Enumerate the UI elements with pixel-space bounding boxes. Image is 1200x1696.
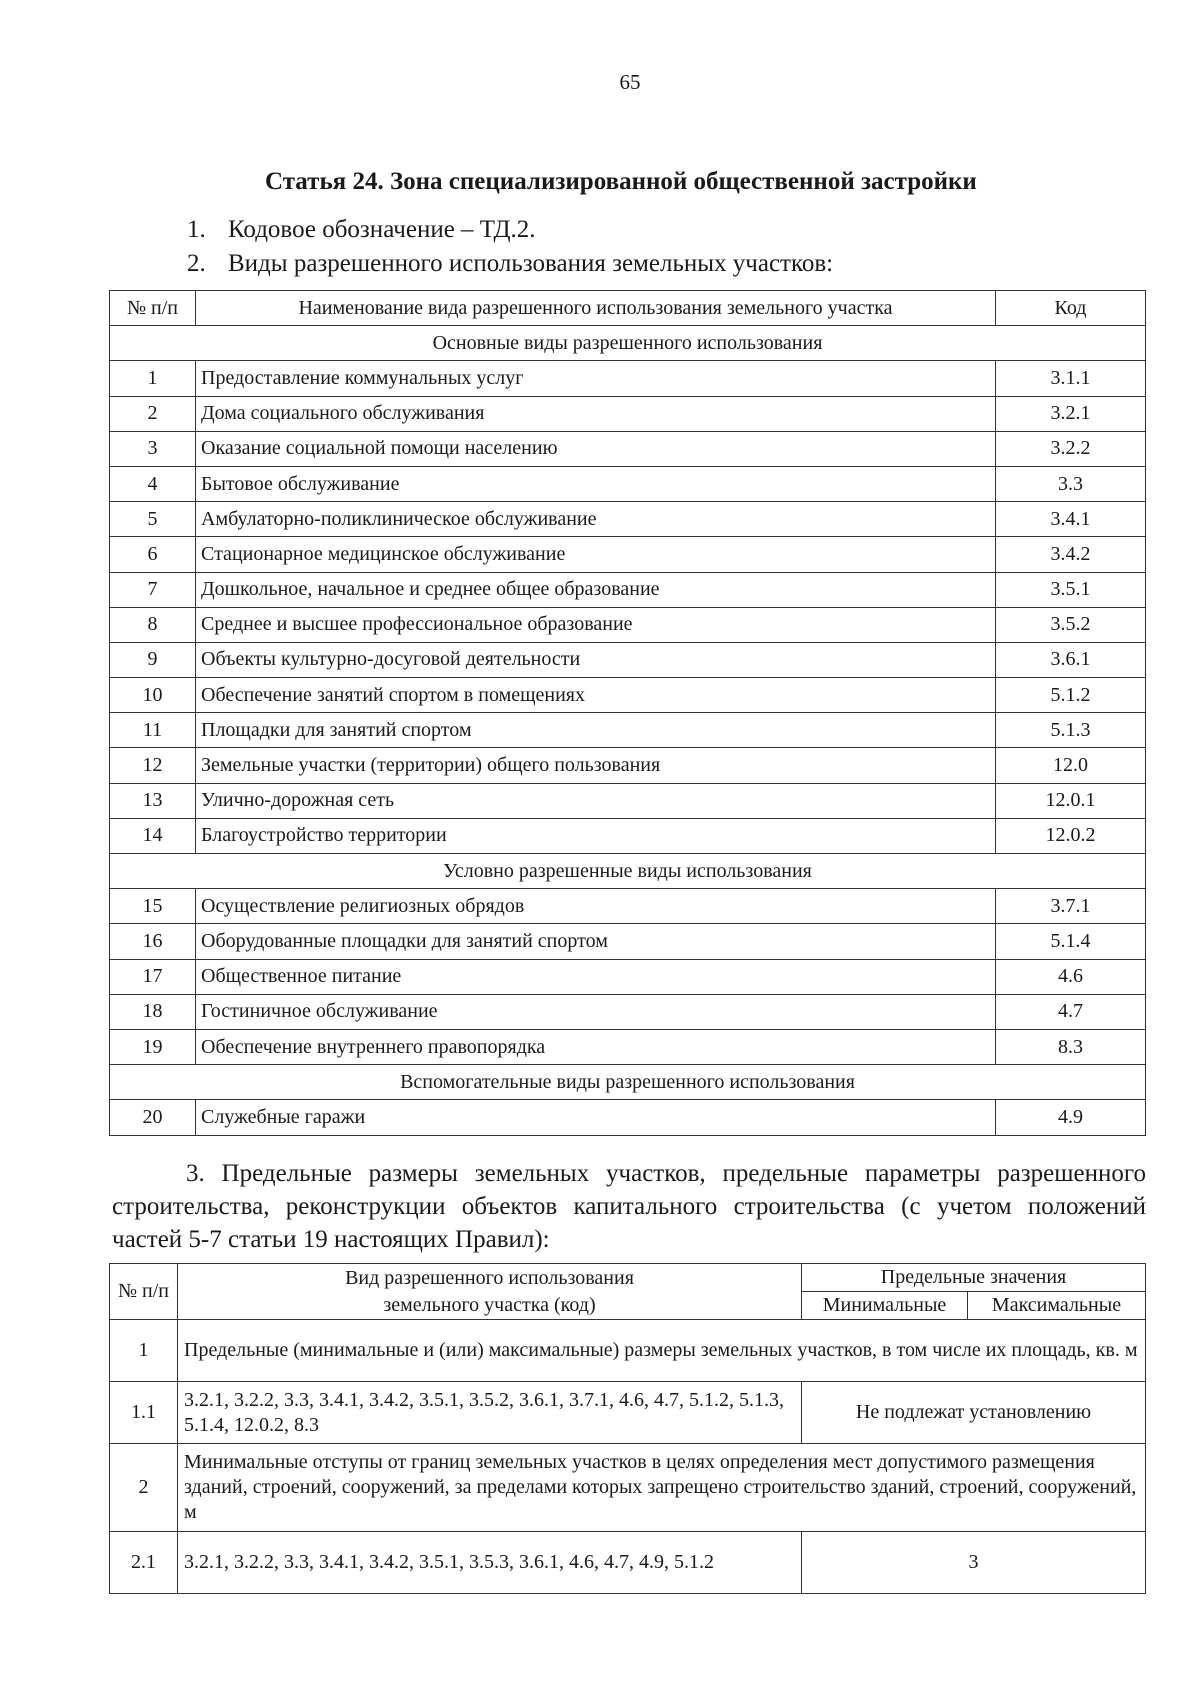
section-row: [110, 326, 1146, 361]
row-name: Обеспечение внутреннего правопорядка: [196, 1029, 996, 1064]
row-num: 2: [110, 1444, 178, 1532]
table-row: [110, 431, 1146, 466]
table-header-row: [110, 1264, 1146, 1292]
row-num: 15: [110, 889, 196, 924]
row-code: 12.0: [996, 748, 1146, 783]
row-num: 1.1: [110, 1382, 178, 1444]
row-num: 7: [110, 572, 196, 607]
row-code: 12.0.1: [996, 783, 1146, 818]
row-code: 4.9: [996, 1100, 1146, 1135]
row-num: 1: [110, 1320, 178, 1382]
row-num: 10: [110, 678, 196, 713]
table-row: [110, 572, 1146, 607]
list-item-text: Кодовое обозначение – ТД.2.: [228, 216, 536, 243]
table-row: [110, 1444, 1146, 1532]
row-num: 14: [110, 818, 196, 853]
row-num: 8: [110, 607, 196, 642]
row-code: 3.1.1: [996, 361, 1146, 396]
header-min: Минимальные: [802, 1292, 968, 1320]
row-num: 19: [110, 1029, 196, 1064]
limits-table: [109, 1263, 1146, 1594]
table-row: [110, 1320, 1146, 1382]
row-code: 3.4.2: [996, 537, 1146, 572]
row-name: Служебные гаражи: [196, 1100, 996, 1135]
row-code: 3.6.1: [996, 642, 1146, 677]
table-row: [110, 678, 1146, 713]
table-row: [110, 502, 1146, 537]
row-name: Дома социального обслуживания: [196, 396, 996, 431]
row-num: 17: [110, 959, 196, 994]
row-value: 3: [802, 1532, 1146, 1594]
row-num: 1: [110, 361, 196, 396]
row-num: 6: [110, 537, 196, 572]
row-code: 5.1.2: [996, 678, 1146, 713]
table-row: [110, 818, 1146, 853]
row-codes: 3.2.1, 3.2.2, 3.3, 3.4.1, 3.4.2, 3.5.1, 3.5.2, 3.6.1, 3.7.1, 4.6, 4.7, 5.1.2, 5.1.3, 5.1.4, 12.0.2, 8.3: [178, 1382, 802, 1444]
row-code: 3.5.2: [996, 607, 1146, 642]
list-item-number: 1.: [187, 216, 206, 243]
page-number: 65: [619, 70, 641, 94]
row-name: Оказание социальной помощи населению: [196, 431, 996, 466]
row-name: Обеспечение занятий спортом в помещениях: [196, 678, 996, 713]
header-num: № п/п: [110, 1264, 178, 1320]
row-name: Общественное питание: [196, 959, 996, 994]
table-row: [110, 1532, 1146, 1594]
row-code: 8.3: [996, 1029, 1146, 1064]
row-num: 13: [110, 783, 196, 818]
row-name: Амбулаторно-поликлиническое обслуживание: [196, 502, 996, 537]
row-name: Бытовое обслуживание: [196, 466, 996, 501]
row-name: Улично-дорожная сеть: [196, 783, 996, 818]
section-title: Вспомогательные виды разрешенного использования: [110, 1065, 1146, 1100]
row-name: Осуществление религиозных обрядов: [196, 889, 996, 924]
permitted-uses-table: [109, 290, 1146, 1136]
list-item-number: 2.: [187, 250, 206, 277]
row-text: Предельные (минимальные и (или) максимальные) размеры земельных участков, в том числе их площадь, кв. м: [178, 1320, 1146, 1382]
row-name: Среднее и высшее профессиональное образование: [196, 607, 996, 642]
row-num: 9: [110, 642, 196, 677]
table-row: [110, 361, 1146, 396]
row-code: 12.0.2: [996, 818, 1146, 853]
table-row: [110, 994, 1146, 1029]
table-row: [110, 1029, 1146, 1064]
row-num: 16: [110, 924, 196, 959]
row-name: Площадки для занятий спортом: [196, 713, 996, 748]
row-name: Гостиничное обслуживание: [196, 994, 996, 1029]
table-row: [110, 607, 1146, 642]
row-name: Объекты культурно-досуговой деятельности: [196, 642, 996, 677]
section-title: Условно разрешенные виды использования: [110, 854, 1146, 889]
header-name: Наименование вида разрешенного использования земельного участка: [196, 291, 996, 326]
row-num: 2.1: [110, 1532, 178, 1594]
table-row: [110, 924, 1146, 959]
row-num: 2: [110, 396, 196, 431]
table-row: [110, 959, 1146, 994]
row-text: Минимальные отступы от границ земельных участков в целях определения мест допустимого размещения зданий, строений, сооружений, за пределами которых запрещено строительство зданий, строений, сооружений, м: [178, 1444, 1146, 1532]
row-code: 3.7.1: [996, 889, 1146, 924]
table-row: [110, 466, 1146, 501]
row-name: Стационарное медицинское обслуживание: [196, 537, 996, 572]
row-codes: 3.2.1, 3.2.2, 3.3, 3.4.1, 3.4.2, 3.5.1, 3.5.3, 3.6.1, 4.6, 4.7, 4.9, 5.1.2: [178, 1532, 802, 1594]
paragraph-3: [112, 1157, 1146, 1256]
table-row: [110, 396, 1146, 431]
row-value: Не подлежат установлению: [802, 1382, 1146, 1444]
table-header-row: [110, 291, 1146, 326]
row-code: 5.1.4: [996, 924, 1146, 959]
header-limits: Предельные значения: [802, 1264, 1146, 1292]
row-name: Дошкольное, начальное и среднее общее образование: [196, 572, 996, 607]
row-name: Земельные участки (территории) общего пользования: [196, 748, 996, 783]
row-code: 4.6: [996, 959, 1146, 994]
row-name: Благоустройство территории: [196, 818, 996, 853]
section-row: [110, 854, 1146, 889]
header-code: Код: [996, 291, 1146, 326]
row-code: 3.4.1: [996, 502, 1146, 537]
row-code: 5.1.3: [996, 713, 1146, 748]
row-code: 3.2.1: [996, 396, 1146, 431]
header-num: № п/п: [110, 291, 196, 326]
table-row: [110, 642, 1146, 677]
table-row: [110, 1100, 1146, 1135]
row-name: Предоставление коммунальных услуг: [196, 361, 996, 396]
row-code: 4.7: [996, 994, 1146, 1029]
row-code: 3.5.1: [996, 572, 1146, 607]
table-row: [110, 889, 1146, 924]
row-num: 12: [110, 748, 196, 783]
table-row: [110, 783, 1146, 818]
list-item-permitted-uses: [187, 250, 833, 278]
header-kind: Вид разрешенного использования земельного участка (код): [178, 1264, 802, 1320]
row-num: 11: [110, 713, 196, 748]
row-code: 3.2.2: [996, 431, 1146, 466]
table-row: [110, 537, 1146, 572]
header-max: Максимальные: [968, 1292, 1146, 1320]
list-item-code-designation: [187, 216, 536, 244]
paragraph-3-text: 3. Предельные размеры земельных участков, предельные параметры разрешенного строительства, реконструкции объектов капитального строительства (с учетом положений частей 5-7 статьи 19 настоящих Правил):: [112, 1160, 1146, 1253]
permitted-uses-table-body: [110, 326, 1146, 1135]
table-row: [110, 1382, 1146, 1444]
table-row: [110, 748, 1146, 783]
row-name: Оборудованные площадки для занятий спортом: [196, 924, 996, 959]
row-num: 5: [110, 502, 196, 537]
row-num: 18: [110, 994, 196, 1029]
row-num: 20: [110, 1100, 196, 1135]
row-code: 3.3: [996, 466, 1146, 501]
list-item-text: Виды разрешенного использования земельных участков:: [228, 250, 834, 277]
table-row: [110, 713, 1146, 748]
section-row: [110, 1065, 1146, 1100]
article-title: Статья 24. Зона специализированной общественной застройки: [265, 168, 977, 195]
row-num: 4: [110, 466, 196, 501]
section-title: Основные виды разрешенного использования: [110, 326, 1146, 361]
row-num: 3: [110, 431, 196, 466]
